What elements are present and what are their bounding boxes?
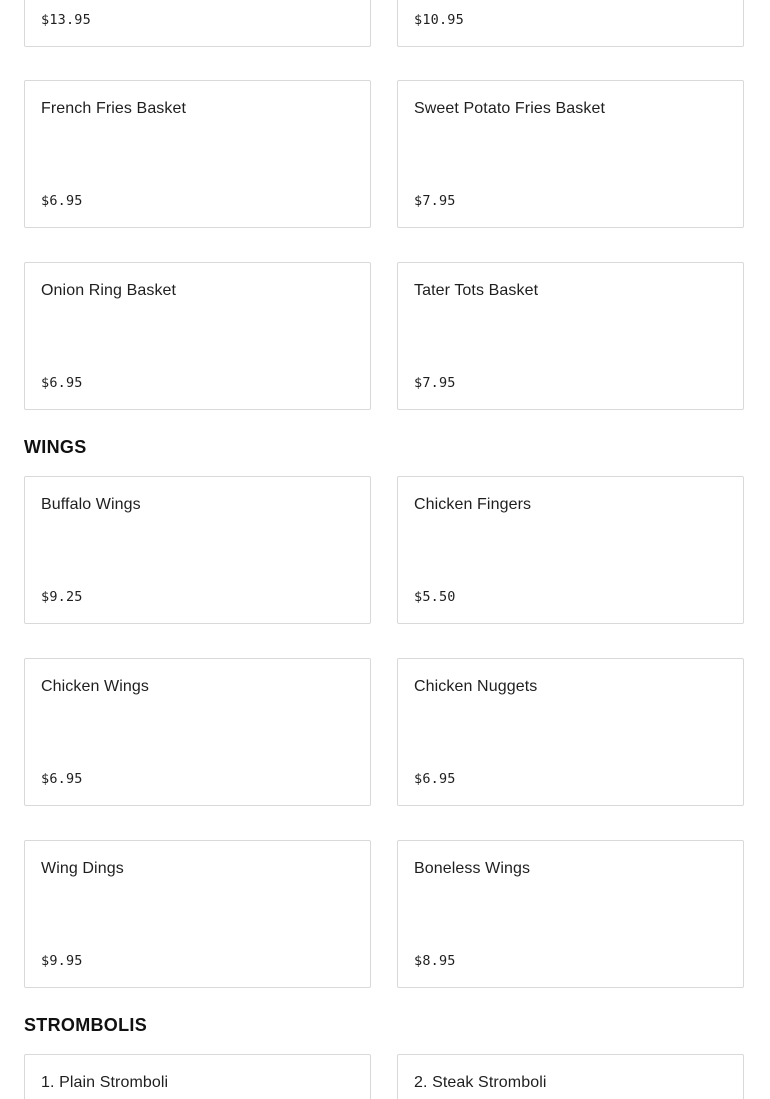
menu-item-card[interactable] <box>397 1054 744 1099</box>
menu-item-name: Wing Dings <box>41 860 124 877</box>
menu-item-price: $10.95 <box>414 12 464 28</box>
menu-item-name: Boneless Wings <box>414 860 531 877</box>
menu-item-name: Chicken Fingers <box>414 496 532 513</box>
menu-item-name: French Fries Basket <box>41 100 187 117</box>
menu-item-card[interactable] <box>24 262 371 410</box>
section-title-strombolis: STROMBOLIS <box>24 1015 147 1035</box>
menu-item-card[interactable] <box>397 0 744 47</box>
menu-item-name: Buffalo Wings <box>41 496 141 513</box>
menu-item-card[interactable] <box>24 840 371 988</box>
menu-item-name: 1. Plain Stromboli <box>41 1074 169 1091</box>
menu-item-price: $6.95 <box>41 771 83 787</box>
menu-item-price: $9.95 <box>41 953 83 969</box>
menu-item-card[interactable] <box>397 262 744 410</box>
menu-item-card[interactable] <box>397 658 744 806</box>
menu-item-card[interactable] <box>397 80 744 228</box>
section-title-wings: WINGS <box>24 437 87 457</box>
menu-item-price: $7.95 <box>414 375 456 391</box>
menu-item-price: $8.95 <box>414 953 456 969</box>
menu-item-name: 2. Steak Stromboli <box>414 1074 547 1091</box>
menu-item-card[interactable] <box>397 840 744 988</box>
menu-item-name: Tater Tots Basket <box>414 282 539 299</box>
menu-item-name: Onion Ring Basket <box>41 282 177 299</box>
menu-item-card[interactable] <box>24 658 371 806</box>
menu-item-name: Chicken Wings <box>41 678 150 695</box>
menu-item-price: $5.50 <box>414 589 456 605</box>
menu-item-card[interactable] <box>24 476 371 624</box>
menu-item-price: $9.25 <box>41 589 83 605</box>
menu-item-price: $6.95 <box>41 375 83 391</box>
menu-item-name: Sweet Potato Fries Basket <box>414 100 606 117</box>
menu-item-card[interactable] <box>24 1054 371 1099</box>
menu-item-card[interactable] <box>24 80 371 228</box>
menu-item-price: $7.95 <box>414 193 456 209</box>
menu-item-card[interactable] <box>397 476 744 624</box>
menu-item-price: $13.95 <box>41 12 91 28</box>
menu-item-name: Chicken Nuggets <box>414 678 538 695</box>
menu-item-card[interactable] <box>24 0 371 47</box>
menu-item-price: $6.95 <box>41 193 83 209</box>
menu-item-price: $6.95 <box>414 771 456 787</box>
